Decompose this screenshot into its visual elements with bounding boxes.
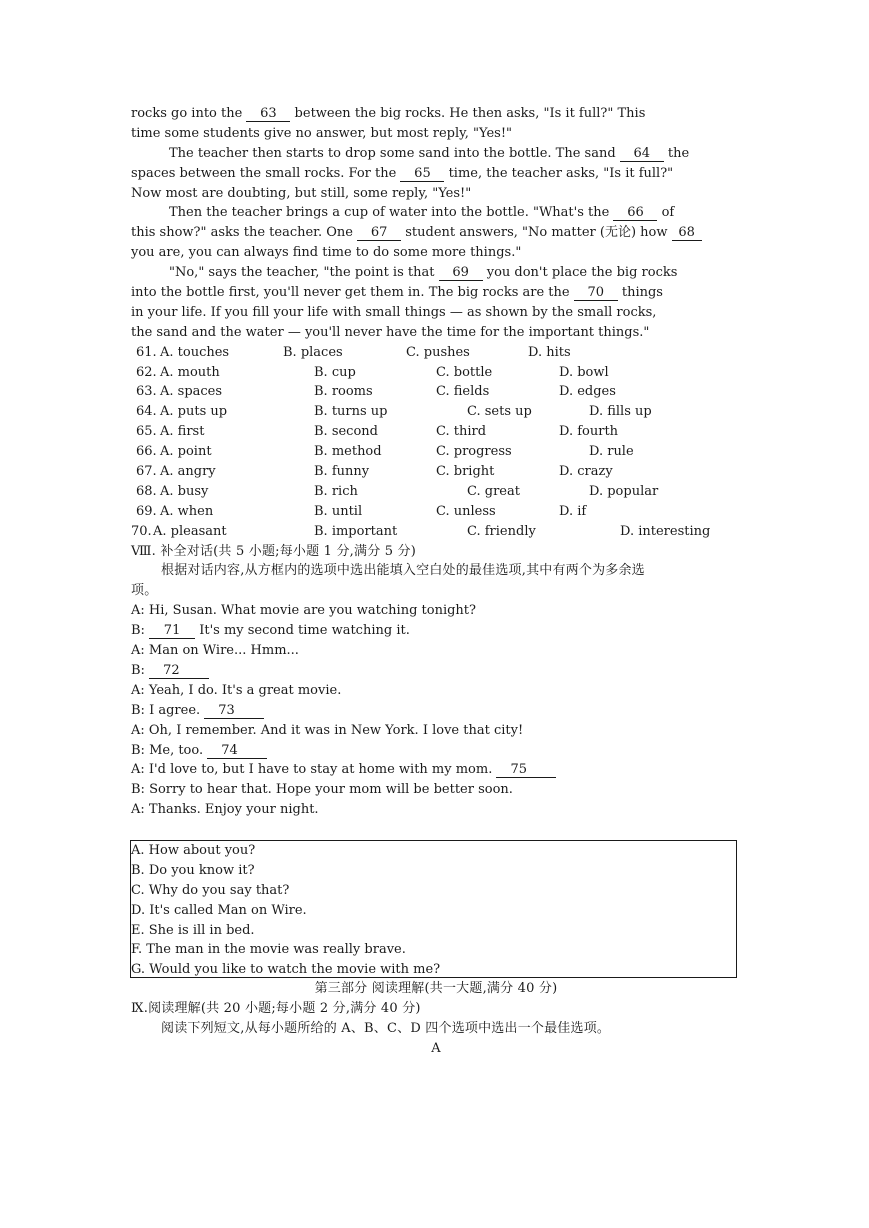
- dialogue-line: B: Me, too. 74: [131, 741, 741, 761]
- box-option: E. She is ill in bed.: [131, 922, 255, 938]
- section-instructions: 项。: [131, 583, 158, 599]
- box-option: C. Why do you say that?: [131, 882, 290, 898]
- passage-line: spaces between the small rocks. For the 65 time, the teacher asks, "Is it full?": [131, 165, 674, 181]
- blank-70: 70: [574, 285, 618, 301]
- passage-line: time some students give no answer, but most reply, "Yes!": [131, 125, 513, 141]
- blank-69: 69: [439, 265, 483, 281]
- passage-line: Now most are doubting, but still, some reply, "Yes!": [131, 185, 472, 201]
- box-option: F. The man in the movie was really brave.: [131, 942, 406, 958]
- blank-66: 66: [613, 205, 657, 221]
- dialogue-line: B: 72: [131, 661, 741, 681]
- option-row: 67. A. angry B. funny C. bright D. crazy: [136, 464, 613, 480]
- option-row: 65. A. first B. second C. third D. fourth: [136, 424, 619, 440]
- passage-line: The teacher then starts to drop some sand into the bottle. The sand 64 the: [169, 145, 690, 161]
- dialogue-line: B: Sorry to hear that. Hope your mom will be better soon.: [131, 782, 513, 798]
- passage-label: A: [431, 1040, 441, 1056]
- passage-line: you are, you can always find time to do some more things.": [131, 245, 522, 261]
- dialogue-line: B: 71 It's my second time watching it.: [131, 623, 410, 639]
- option-row: 66. A. point B. method C. progress D. rule: [136, 444, 634, 460]
- option-row: 64. A. puts up B. turns up C. sets up D. fills up: [136, 404, 652, 420]
- box-option: B. Do you know it?: [131, 862, 255, 878]
- option-row: 61. A. touches B. places C. pushes D. hits: [136, 344, 571, 360]
- part-title: 第三部分 阅读理解(共一大题,满分 40 分): [314, 981, 558, 996]
- blank-64: 64: [620, 146, 664, 162]
- passage-line: Then the teacher brings a cup of water into the bottle. "What's the 66 of: [169, 205, 675, 221]
- dialogue-line: A: Hi, Susan. What movie are you watching tonight?: [131, 603, 476, 619]
- blank-71: 71: [149, 623, 195, 639]
- box-option: A. How about you?: [131, 843, 256, 858]
- option-row: 62. A. mouth B. cup C. bottle D. bowl: [136, 364, 609, 380]
- blank-67: 67: [357, 225, 401, 241]
- passage-line: this show?" asks the teacher. One 67 student answers, "No matter (无论) how 68: [131, 223, 741, 243]
- option-row: 68. A. busy B. rich C. great D. popular: [136, 483, 659, 499]
- blank-65: 65: [400, 166, 444, 182]
- dialogue-line: A: Thanks. Enjoy your night.: [131, 802, 319, 818]
- options-box: [130, 840, 737, 978]
- option-row: 70. A. pleasant B. important C. friendly D. interesting: [131, 523, 711, 539]
- blank-75: 75: [496, 762, 556, 778]
- passage-line: into the bottle first, you'll never get them in. The big rocks are the 70 things: [131, 285, 663, 301]
- passage-line: in your life. If you fill your life with small things — as shown by the small rocks,: [131, 304, 657, 320]
- box-option: G. Would you like to watch the movie with me?: [131, 962, 441, 978]
- blank-73: 73: [204, 703, 264, 719]
- passage-line: "No," says the teacher, "the point is that 69 you don't place the big rocks: [169, 265, 678, 281]
- box-option: D. It's called Man on Wire.: [131, 902, 307, 918]
- section-instructions: 阅读下列短文,从每小题所给的 A、B、C、D 四个选项中选出一个最佳选项。: [161, 1020, 611, 1036]
- section-instructions: 根据对话内容,从方框内的选项中选出能填入空白处的最佳选项,其中有两个为多余选: [161, 563, 645, 579]
- exam-page: [131, 104, 741, 820]
- dialogue-line: B: I agree. 73: [131, 701, 741, 721]
- section-title: Ⅸ.阅读理解(共 20 小题;每小题 2 分,满分 40 分): [131, 1000, 421, 1016]
- blank-72: 72: [149, 663, 209, 679]
- passage-line: rocks go into the 63 between the big rocks. He then asks, "Is it full?" This: [131, 106, 646, 121]
- blank-63: 63: [246, 106, 290, 122]
- dialogue-line: A: I'd love to, but I have to stay at home with my mom. 75: [131, 760, 741, 780]
- option-row: 69. A. when B. until C. unless D. if: [136, 503, 587, 519]
- blank-74: 74: [207, 743, 267, 759]
- section-title: Ⅷ. 补全对话(共 5 小题;每小题 1 分,满分 5 分): [131, 543, 417, 559]
- passage-line: the sand and the water — you'll never have the time for the important things.": [131, 324, 650, 340]
- dialogue-line: A: Oh, I remember. And it was in New York. I love that city!: [131, 722, 524, 738]
- blank-68: 68: [672, 225, 702, 241]
- option-row: 63. A. spaces B. rooms C. fields D. edges: [136, 384, 616, 400]
- part3-block: [131, 979, 741, 1059]
- dialogue-line: A: Man on Wire... Hmm...: [131, 643, 299, 659]
- dialogue-line: A: Yeah, I do. It's a great movie.: [131, 682, 342, 698]
